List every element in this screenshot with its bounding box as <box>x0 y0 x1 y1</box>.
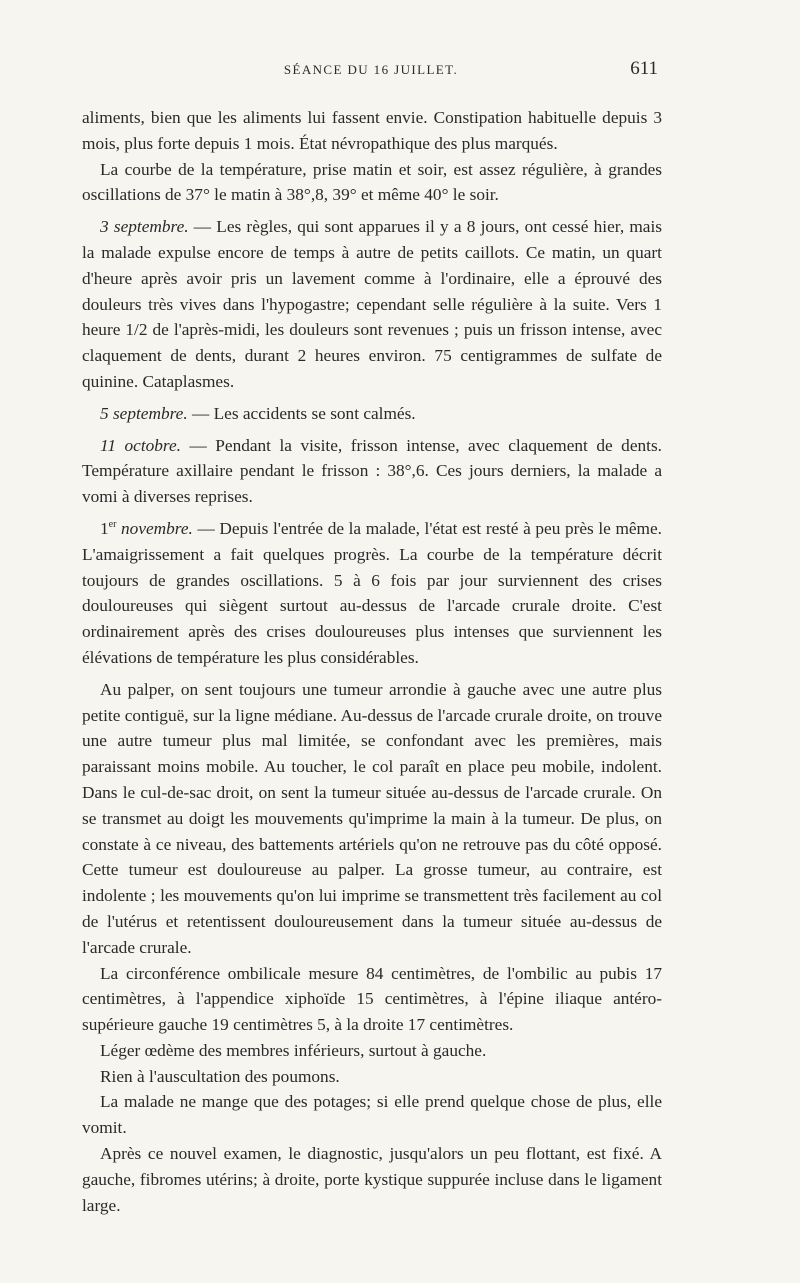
paragraph-text: Après ce nouvel examen, le diagnostic, jusqu'alors un peu flottant, est fixé. A gauche, fibromes utérins; à droite, porte kystique suppurée incluse dans le ligament large. <box>82 1144 662 1215</box>
paragraph-text: Rien à l'auscultation des poumons. <box>100 1066 340 1086</box>
paragraph-text: Au palper, on sent toujours une tumeur arrondie à gauche avec une autre plus petite contiguë, sur la ligne médiane. Au-dessus de l'arcade crurale droite, on trouve une autre tumeur plus mal limitée, se confondant avec les premières, mais paraissant moins mobile. Au toucher, le col paraît en place peu mobile, indolent. Dans le cul-de-sac droit, on sent la tumeur située au-dessus de l'arcade crurale. On se transmet au doigt les mouvements qu'imprime la main à la tumeur. De plus, on constate à ce niveau, des battements artériels qu'on ne retrouve pas du côté opposé. Cette tumeur est douloureuse au palper. La grosse tumeur, au contraire, est indolente ; les mouvements qu'on lui imprime se transmettent très facilement au col de l'utérus et retentissent douloureusement dans la tumeur située au-dessus de l'arcade crurale. <box>82 679 662 957</box>
paragraph-text: aliments, bien que les aliments lui fassent envie. Constipation habituelle depuis 3 mois, plus forte depuis 1 mois. État névropathique des plus marqués. <box>82 108 662 153</box>
entry-date: 5 septembre. <box>100 403 188 423</box>
paragraph <box>82 961 662 1038</box>
paragraph <box>82 401 662 427</box>
paragraph-text: — Les règles, qui sont apparues il y a 8 jours, ont cessé hier, mais la malade expulse encore de temps à autre de petits caillots. Ce matin, un quart d'heure après avoir pris un lavement comme à l'ordinaire, elle a éprouvé des douleurs très vives dans l'hypogastre; cependant selle régulière à la suite. Vers 1 heure 1/2 de l'après-midi, les douleurs sont revenues ; puis un frisson intense, avec claquement de dents, durant 2 heures environ. 75 centigrammes de sulfate de quinine. Cataplasmes. <box>82 217 662 391</box>
page-header <box>84 58 658 88</box>
paragraph <box>82 677 662 961</box>
paragraph <box>82 1089 662 1141</box>
paragraph <box>82 105 662 157</box>
paragraph-text: La malade ne mange que des potages; si elle prend quelque chose de plus, elle vomit. <box>82 1092 662 1138</box>
paragraph-text: — Depuis l'entrée de la malade, l'état est resté à peu près le même. L'amaigrissement a fait quelques progrès. La courbe de la température décrit toujours de grandes oscillations. 5 à 6 fois par jour surviennent des crises douloureuses qui siègent surtout au-dessus de l'arcade crurale droite. C'est ordinairement après des crises douloureuses plus intenses que surviennent les élévations de température les plus considérables. <box>82 518 662 667</box>
entry-date: 11 octobre. <box>100 435 181 455</box>
body-text <box>82 105 662 1218</box>
running-head: SÉANCE DU 16 JUILLET. <box>283 62 459 77</box>
paragraph <box>82 516 662 671</box>
page-number: 611 <box>630 58 658 79</box>
paragraph <box>82 157 662 209</box>
entry-date-number: 1 <box>100 518 109 538</box>
paragraph <box>82 1038 662 1064</box>
paragraph-text: La circonférence ombilicale mesure 84 centimètres, de l'ombilic au pubis 17 centimètres, à l'appendice xiphoïde 15 centimètres, à l'épine iliaque antéro-supérieure gauche 19 centimètres 5, à la droite 17 centimètres. <box>82 963 662 1035</box>
paragraph-text: La courbe de la température, prise matin et soir, est assez régulière, à grandes oscillations de 37° le matin à 38°,8, 39° et même 40° le soir. <box>82 159 662 205</box>
paragraph-text: — Pendant la visite, frisson intense, avec claquement de dents. Température axillaire pendant le frisson : 38°,6. Ces jours derniers, la malade a vomi à diverses reprises. <box>82 435 662 507</box>
paragraph <box>82 1064 662 1090</box>
paragraph <box>82 1141 662 1218</box>
entry-date: 3 septembre. <box>100 217 189 237</box>
paragraph <box>82 433 662 510</box>
paragraph-text: Léger œdème des membres inférieurs, surtout à gauche. <box>100 1040 487 1060</box>
entry-date: novembre. <box>116 518 193 538</box>
paragraph-text: — Les accidents se sont calmés. <box>187 403 416 423</box>
entry-date-superscript: er <box>108 519 117 531</box>
paragraph <box>82 214 662 395</box>
